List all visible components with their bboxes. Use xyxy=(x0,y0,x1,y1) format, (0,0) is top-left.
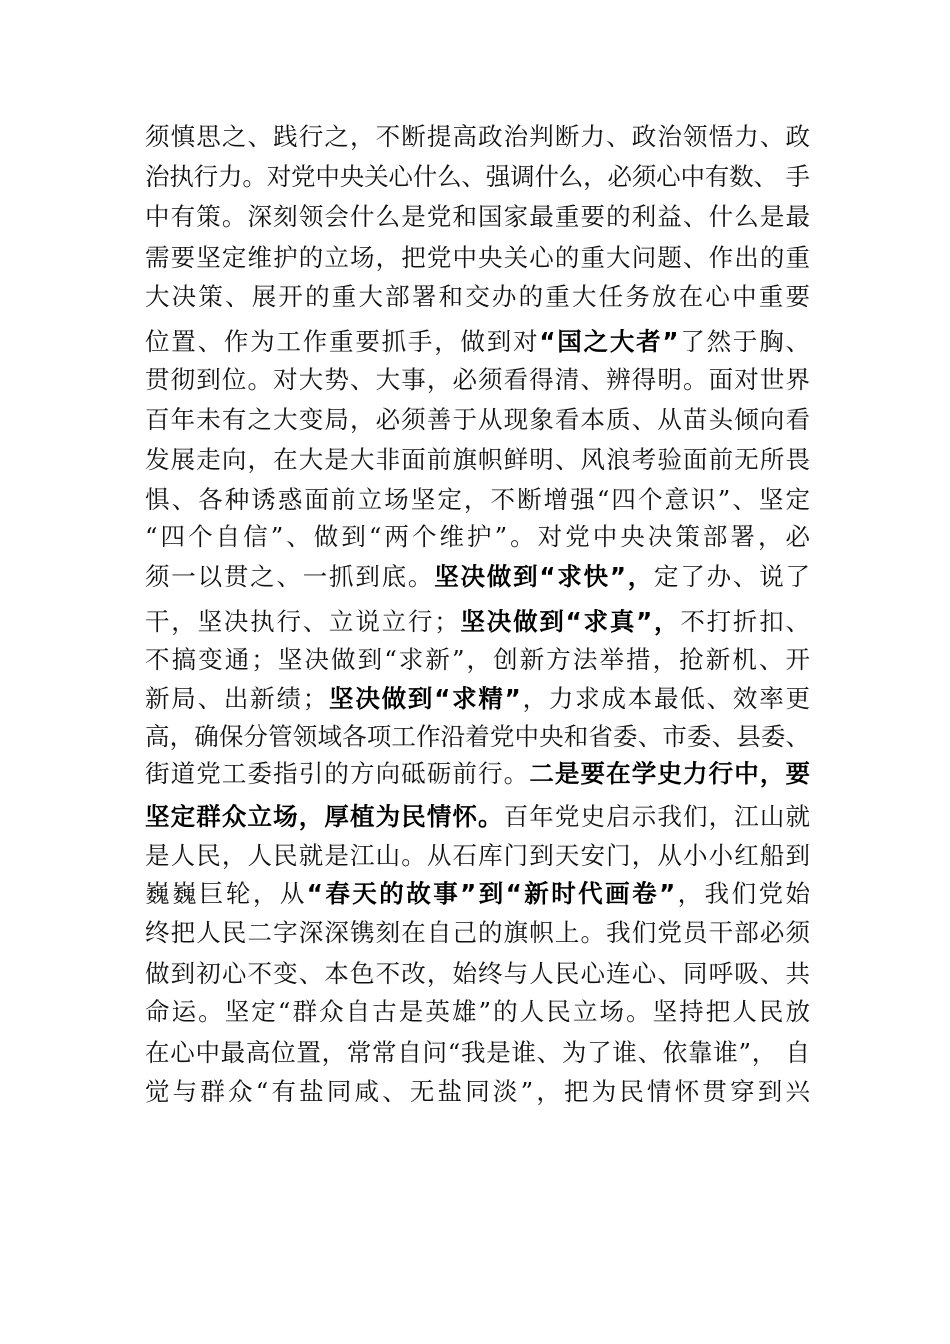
text-line xyxy=(145,362,811,398)
bold-text-segment: 坚定群众立场，厚植为民情怀。 xyxy=(145,802,504,831)
text-line xyxy=(145,681,812,717)
text-line xyxy=(145,240,811,276)
text-line xyxy=(145,159,810,195)
bold-text-segment: “春天的故事”到“新时代画卷” xyxy=(306,879,678,908)
text-line xyxy=(145,199,811,235)
text-segment: 觉与群众“有盐同咸、无盐同淡”，把为民情怀贯穿到兴 xyxy=(145,1077,814,1106)
bold-text-segment: 坚决做到“求精” xyxy=(329,684,523,713)
text-line xyxy=(145,876,812,912)
text-line xyxy=(145,956,811,992)
text-segment: 须一以贯之、一抓到底。 xyxy=(145,562,435,591)
text-segment: 干，坚决执行、立说立行； xyxy=(145,607,461,636)
bold-text-segment: 坚决做到“求快”， xyxy=(434,562,655,591)
text-line xyxy=(145,279,812,315)
text-line xyxy=(145,324,812,360)
text-segment: 终把人民二字深深镌刻在自己的旗帜上。我们党员干部必须 xyxy=(145,918,812,947)
text-segment: 须慎思之、践行之，不断提高政治判断力、政治领悟力、政 xyxy=(145,122,812,151)
text-segment: 百年党史启示我们，江山就 xyxy=(503,802,812,831)
text-segment: 是人民，人民就是江山。从石库门到天安门，从小小红船到 xyxy=(145,841,812,870)
text-segment: 街道党工委指引的方向砥砺前行。 xyxy=(145,759,530,788)
text-segment: 发展走向，在大是大非面前旗帜鲜明、风浪考验面前无所畏 xyxy=(145,445,812,474)
text-segment: 高，确保分管领域各项工作沿着党中央和省委、市委、县委、 xyxy=(145,722,811,751)
text-segment: 不打折扣、 xyxy=(680,607,812,636)
text-line xyxy=(145,642,812,678)
text-segment: 惧、各种诱惑面前立场坚定，不断增强“四个意识”、坚定 xyxy=(145,485,813,514)
text-segment: 贯彻到位。对大势、大事，必须看得清、辨得明。面对世界 xyxy=(145,365,812,394)
text-segment: 大决策、展开的重大部署和交办的重大任务放在心中重要 xyxy=(145,282,813,311)
text-segment: 治执行力。对党中央关心什么、强调什么，必须心中有数、 手 xyxy=(145,162,810,191)
text-line xyxy=(145,519,813,555)
text-segment: 中有策。深刻领会什么是党和国家最重要的利益、什么是最 xyxy=(145,202,812,231)
text-segment: ，力求成本最低、效率更 xyxy=(522,684,812,713)
text-segment: 位置、作为工作重要抓手，做到对 xyxy=(145,327,540,356)
bold-text-segment: 坚决做到“求真”， xyxy=(460,607,681,636)
text-segment: “四个自信”、做到“两个维护”。对党中央决策部署，必 xyxy=(145,522,814,551)
text-segment: 需要坚定维护的立场，把党中央关心的重大问题、作出的重 xyxy=(145,243,812,272)
text-line xyxy=(145,442,811,478)
text-segment: 了然于胸、 xyxy=(680,327,812,356)
text-segment: 巍巍巨轮，从 xyxy=(145,879,307,908)
text-line xyxy=(145,559,812,595)
text-segment: 新局、出新绩； xyxy=(145,684,330,713)
text-segment: 定了办、说了 xyxy=(654,562,812,591)
bold-text-segment: 二是要在学史力行中，要 xyxy=(529,759,812,788)
text-line xyxy=(145,994,812,1030)
text-line xyxy=(145,1074,813,1110)
text-line xyxy=(145,838,811,874)
text-line xyxy=(145,719,810,755)
text-segment: ，我们党始 xyxy=(677,879,813,908)
text-line xyxy=(145,1035,811,1071)
text-line xyxy=(145,799,811,835)
text-line xyxy=(145,915,811,951)
text-line xyxy=(145,119,811,155)
text-segment: 在心中最高位置，常常自问“我是谁、为了谁、依靠谁”， 自 xyxy=(145,1038,811,1067)
text-line xyxy=(145,482,812,518)
text-segment: 做到初心不变、本色不改，始终与人民心连心、同呼吸、共 xyxy=(145,959,812,988)
text-line xyxy=(145,756,811,792)
text-segment: 命运。坚定“群众自古是英雄”的人民立场。坚持把人民放 xyxy=(145,997,813,1026)
text-segment: 百年未有之大变局，必须善于从现象看本质、从苗头倾向看 xyxy=(145,405,812,434)
text-line xyxy=(145,604,812,640)
text-segment: 不搞变通；坚决做到“求新”，创新方法举措，抢新机、开 xyxy=(145,645,813,674)
text-line xyxy=(145,402,811,438)
bold-text-segment: “国之大者” xyxy=(539,327,681,356)
